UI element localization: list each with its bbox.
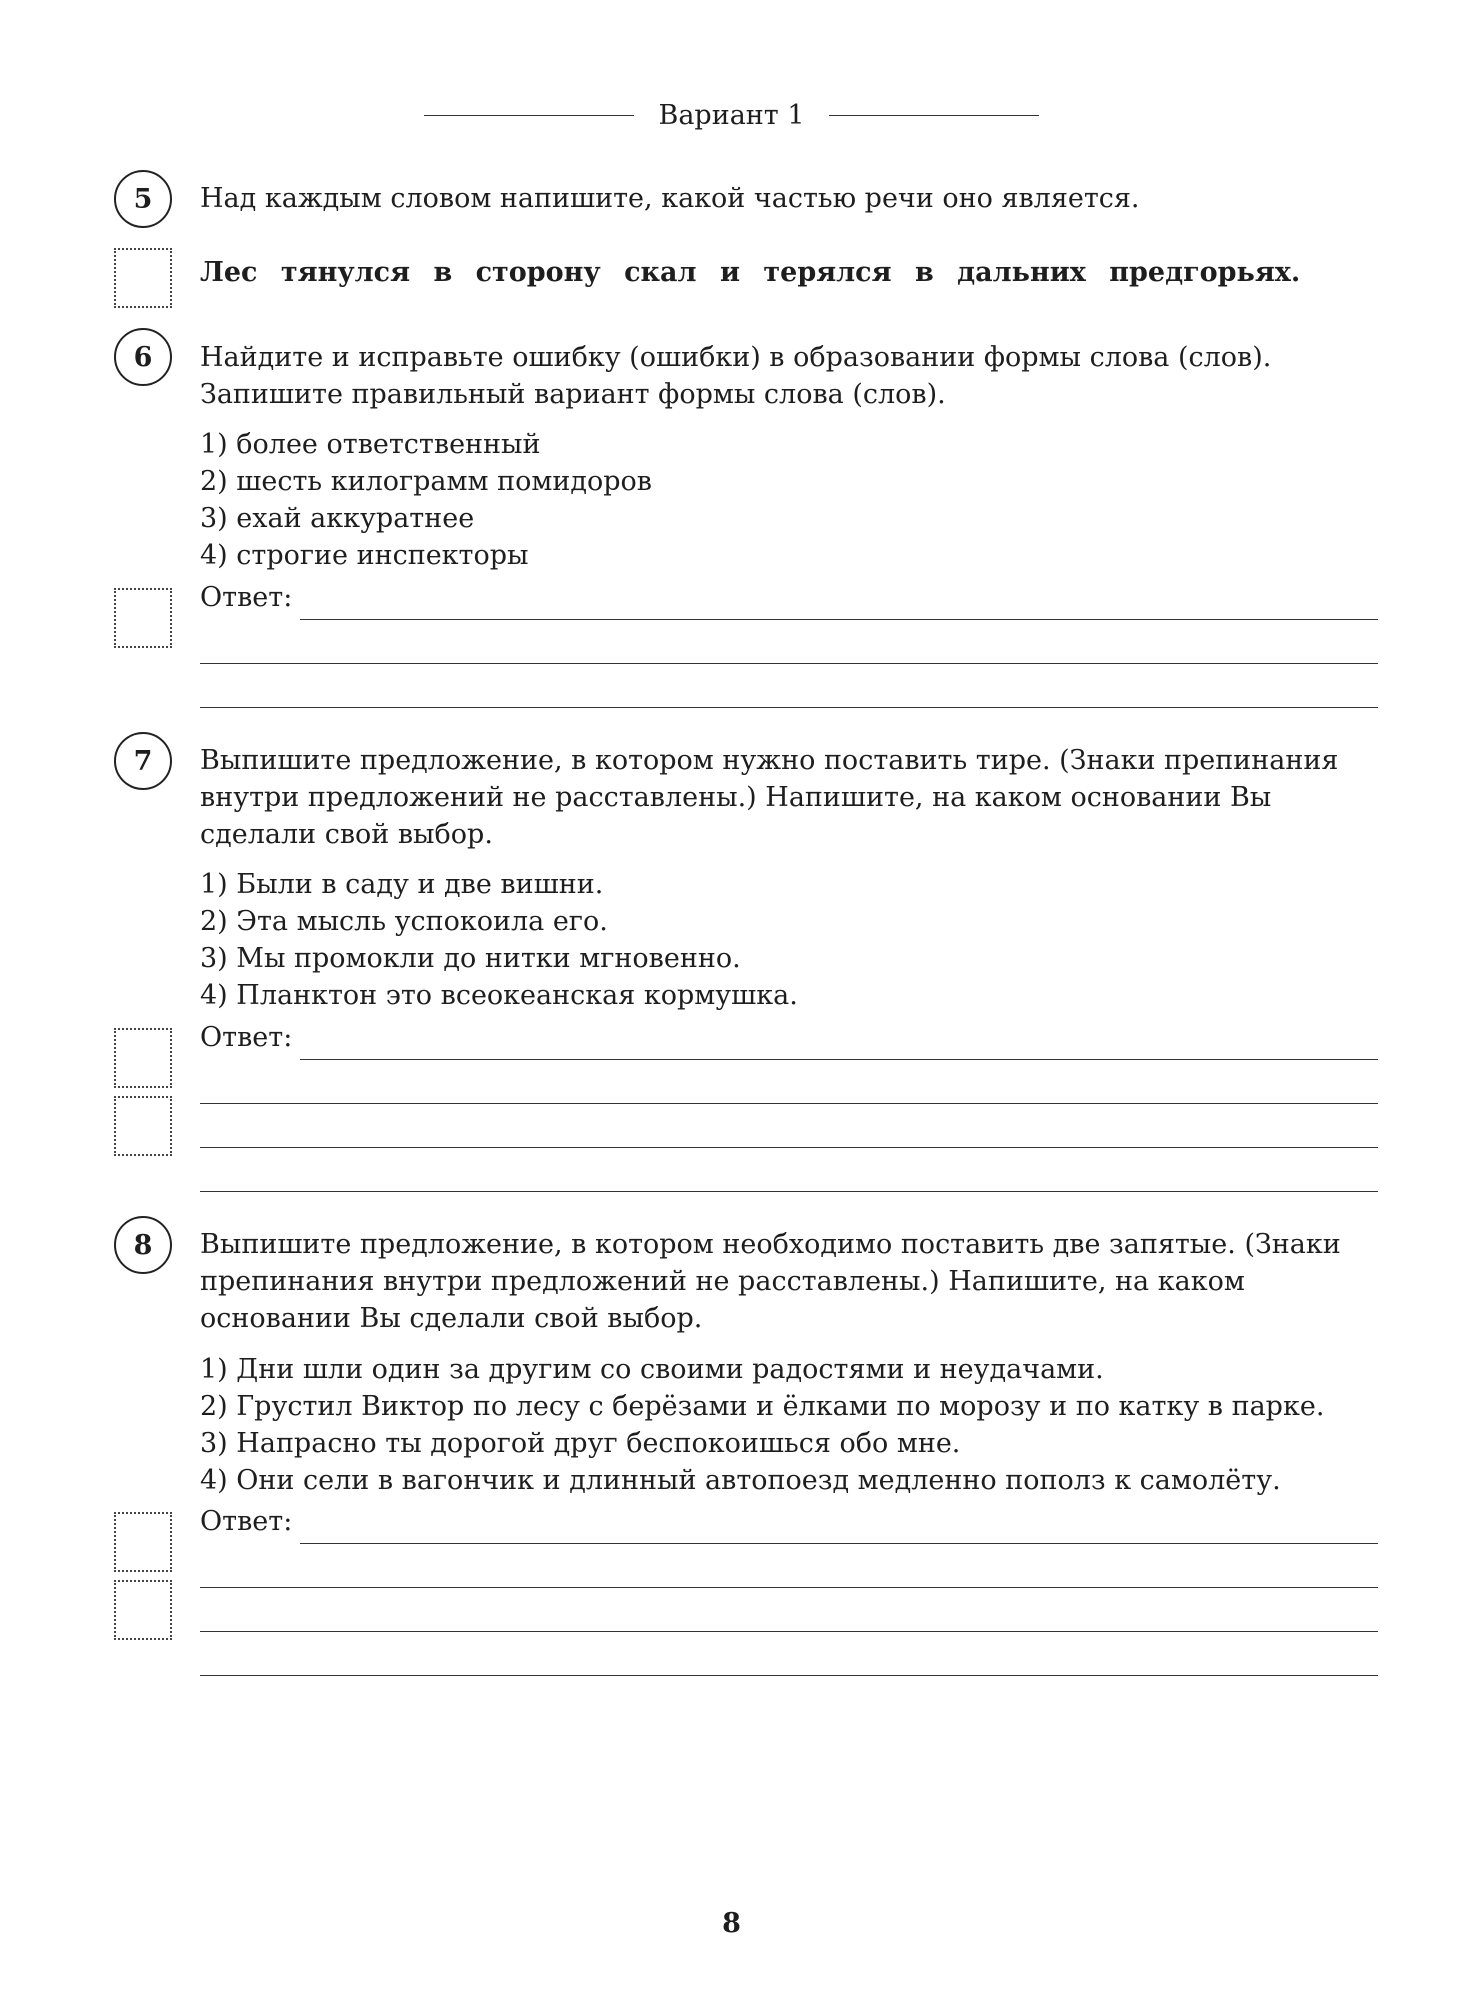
task8-option-2: 2) Грустил Виктор по лесу с берёзами и ёлками по морозу и по катку в парке. — [200, 1391, 1325, 1422]
task-number-5: 5 — [114, 170, 172, 228]
task5-sentence: Лес тянулся в сторону скал и терялся в дальних предгорьях. — [200, 257, 1301, 288]
task8-answer — [200, 1506, 1378, 1682]
task-number-6: 6 — [114, 328, 172, 386]
task8-instruction: Выпишите предложение, в котором необходимо поставить две запятые. (Знаки препинания внутри предложений не расставлены.) Напишите, на каком основании Вы сделали свой выбор. — [200, 1229, 1341, 1334]
task6-option-3: 3) ехай аккуратнее — [200, 503, 475, 534]
task7-score-box-1[interactable] — [114, 1028, 172, 1088]
task6-score-box[interactable] — [114, 588, 172, 648]
answer-row[interactable] — [200, 670, 1378, 714]
answer-row[interactable] — [200, 1638, 1378, 1682]
page-number: 8 — [722, 1908, 741, 1939]
task7-option-2: 2) Эта мысль успокоила его. — [200, 906, 608, 937]
answer-line — [300, 619, 1378, 620]
answer-row[interactable] — [200, 1594, 1378, 1638]
task8-option-3: 3) Напрасно ты дорогой друг беспокоишься обо мне. — [200, 1428, 961, 1459]
task-number-7: 7 — [114, 732, 172, 790]
task8-score-box-2[interactable] — [114, 1580, 172, 1640]
answer-line — [200, 1631, 1378, 1632]
task6-option-1: 1) более ответственный — [200, 429, 541, 460]
task8-option-1: 1) Дни шли один за другим со своими радостями и неудачами. — [200, 1354, 1104, 1385]
task8-score-box-1[interactable] — [114, 1512, 172, 1572]
answer-row[interactable] — [200, 1506, 1378, 1550]
task6-option-4: 4) строгие инспекторы — [200, 540, 529, 571]
answer-line — [200, 1103, 1378, 1104]
task7-option-4: 4) Планктон это всеокеанская кормушка. — [200, 980, 798, 1011]
task7-answer — [200, 1022, 1378, 1198]
answer-row[interactable] — [200, 1110, 1378, 1154]
task8-option-4: 4) Они сели в вагончик и длинный автопоезд медленно пополз к самолёту. — [200, 1465, 1281, 1496]
header-rule-left — [424, 115, 634, 116]
task-number-8: 8 — [114, 1216, 172, 1274]
task7-option-1: 1) Были в саду и две вишни. — [200, 869, 604, 900]
task7-instruction: Выпишите предложение, в котором нужно поставить тире. (Знаки препинания внутри предложений не расставлены.) Напишите, на каком основании Вы сделали свой выбор. — [200, 745, 1339, 850]
answer-line — [300, 1543, 1378, 1544]
answer-row[interactable] — [200, 1550, 1378, 1594]
answer-line — [200, 1587, 1378, 1588]
answer-row[interactable] — [200, 582, 1378, 626]
answer-line — [200, 663, 1378, 664]
task6-instruction: Найдите и исправьте ошибку (ошибки) в образовании формы слова (слов). Запишите правильный вариант формы слова (слов). — [200, 342, 1272, 410]
task7-options — [200, 866, 1380, 1014]
answer-line — [200, 1191, 1378, 1192]
answer-line — [200, 1147, 1378, 1148]
header-rule-right — [829, 115, 1039, 116]
task5-instruction: Над каждым словом напишите, какой частью речи оно является. — [200, 183, 1140, 214]
answer-line — [300, 1059, 1378, 1060]
answer-label: Ответ: — [200, 582, 300, 613]
answer-label: Ответ: — [200, 1506, 300, 1537]
task6-options — [200, 426, 1380, 574]
variant-title: Вариант 1 — [658, 100, 805, 131]
variant-header — [0, 100, 1463, 131]
task6-option-2: 2) шесть килограмм помидоров — [200, 466, 652, 497]
answer-line — [200, 1675, 1378, 1676]
task5-score-box[interactable] — [114, 248, 172, 308]
task7-option-3: 3) Мы промокли до нитки мгновенно. — [200, 943, 741, 974]
answer-row[interactable] — [200, 1154, 1378, 1198]
task6-answer — [200, 582, 1378, 714]
answer-label: Ответ: — [200, 1022, 300, 1053]
answer-row[interactable] — [200, 1066, 1378, 1110]
task8-options — [200, 1351, 1380, 1499]
task7-score-box-2[interactable] — [114, 1096, 172, 1156]
answer-line — [200, 707, 1378, 708]
answer-row[interactable] — [200, 626, 1378, 670]
answer-row[interactable] — [200, 1022, 1378, 1066]
